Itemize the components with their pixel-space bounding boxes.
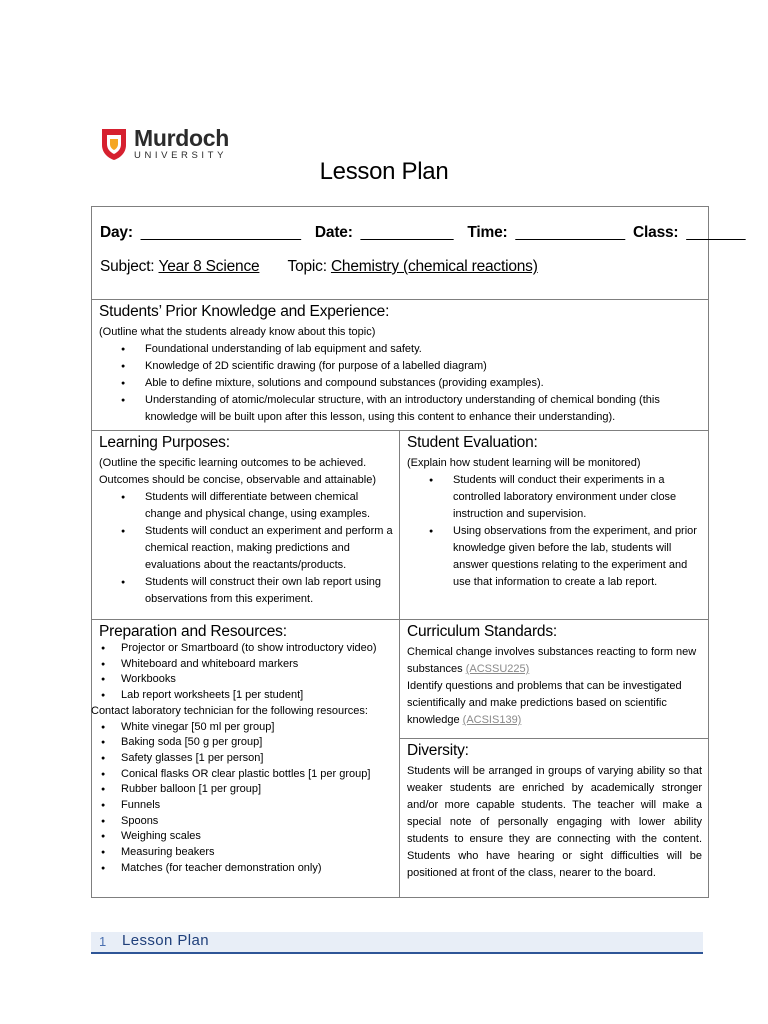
- list-item: ● Foundational understanding of lab equipment and safety.: [145, 341, 702, 358]
- day-blank: ___________________: [140, 224, 301, 241]
- class-blank: _______: [686, 224, 746, 241]
- page-footer: [91, 932, 703, 954]
- time-label: Time:: [467, 224, 508, 241]
- contact-technician-note: Contact laboratory technician for the following resources:: [91, 704, 368, 717]
- list-item: ● Students will conduct their experiments in a controlled laboratory environment under close instruction and supervision.: [453, 472, 702, 523]
- list-item: ● Rubber balloon [1 per group]: [121, 782, 393, 798]
- list-item: ● Whiteboard and whiteboard markers: [121, 657, 393, 673]
- subject-label: Subject:: [100, 258, 155, 275]
- list-item: ● Safety glasses [1 per person]: [121, 751, 393, 767]
- preparation-title: Preparation and Resources:: [99, 623, 287, 640]
- list-item: ● Funnels: [121, 798, 393, 814]
- list-item: ● Conical flasks OR clear plastic bottles [1 per group]: [121, 767, 393, 783]
- logo-name: Murdoch: [134, 125, 229, 151]
- footer-label: Lesson Plan: [122, 932, 209, 949]
- list-item: ● Understanding of atomic/molecular structure, with an introductory understanding of chemical bonding (this knowledge will be built upon after this lesson, using this content to enhance their understanding).: [145, 392, 702, 426]
- list-item: ● Using observations from the experiment, and prior knowledge given before the lab, students will answer questions relating to the experiment and use that information to create a lab report.: [453, 523, 702, 591]
- header-cell: [92, 207, 746, 300]
- curriculum-text-2: Identify questions and problems that can be investigated scientifically and make predictions based on scientific knowledge: [407, 680, 682, 726]
- student-evaluation-cell: [400, 431, 709, 620]
- list-item: ● Measuring beakers: [121, 845, 393, 861]
- document-title: Lesson Plan: [319, 158, 449, 185]
- curriculum-code-link-1[interactable]: (ACSSU225): [465, 663, 530, 675]
- list-item: ● Students will conduct an experiment and perform a chemical reaction, making predictions and evaluations about the reactants/products.: [145, 523, 393, 574]
- curriculum-text-1: Chemical change involves substances reacting to form new substances: [407, 646, 697, 675]
- date-label: Date:: [314, 224, 353, 241]
- list-item: ● Knowledge of 2D scientific drawing (for purpose of a labelled diagram): [145, 358, 702, 375]
- list-item: ● Weighing scales: [121, 829, 393, 845]
- logo-subtitle: UNIVERSITY: [134, 150, 228, 161]
- list-item: ● Projector or Smartboard (to show introductory video): [121, 641, 393, 657]
- time-blank: _____________: [515, 224, 625, 241]
- student-evaluation-note: (Explain how student learning will be monitored): [407, 457, 641, 469]
- crest-icon: [100, 127, 128, 161]
- curriculum-cell: [400, 620, 709, 739]
- diversity-cell: [400, 739, 709, 898]
- curriculum-title: Curriculum Standards:: [407, 623, 557, 640]
- topic-label: Topic:: [287, 258, 327, 275]
- learning-purposes-cell: [92, 431, 400, 620]
- list-item: ● Spoons: [121, 814, 393, 830]
- preparation-cell: [92, 620, 400, 898]
- list-item: ● White vinegar [50 ml per group]: [121, 720, 393, 736]
- class-label: Class:: [633, 224, 679, 241]
- list-item: ● Lab report worksheets [1 per student]: [121, 688, 393, 704]
- lesson-plan-table: [91, 206, 746, 898]
- list-item: ● Students will construct their own lab report using observations from this experiment.: [145, 574, 393, 608]
- day-label: Day:: [100, 224, 133, 241]
- list-item: ● Matches (for teacher demonstration only): [121, 861, 393, 877]
- list-item: ● Students will differentiate between chemical change and physical change, using examples.: [145, 489, 393, 523]
- list-item: ● Able to define mixture, solutions and compound substances (providing examples).: [145, 375, 702, 392]
- prior-knowledge-title: Students’ Prior Knowledge and Experience:: [99, 303, 390, 320]
- topic-value: Chemistry (chemical reactions): [330, 258, 538, 275]
- diversity-text: Students will be arranged in groups of varying ability so that weaker students are enriched by academically stronger and/or more capable students. The teacher will make a special note of personally engaging with lower ability students to ensure they are connecting with the content. Students who have hearing or sight difficulties will be positioned at front of the class, nearer to the board.: [407, 765, 703, 879]
- curriculum-code-link-2[interactable]: (ACSIS139): [462, 714, 522, 726]
- learning-purposes-note: (Outline the specific learning outcomes to be achieved. Outcomes should be concise, observable and attainable): [99, 457, 377, 486]
- prior-knowledge-cell: [92, 300, 709, 431]
- diversity-title: Diversity:: [407, 742, 469, 759]
- student-evaluation-title: Student Evaluation:: [407, 434, 538, 451]
- subject-value: Year 8 Science: [158, 258, 260, 275]
- date-blank: ___________: [360, 224, 454, 241]
- page-number: 1: [99, 934, 107, 949]
- list-item: ● Workbooks: [121, 672, 393, 688]
- list-item: ● Baking soda [50 g per group]: [121, 735, 393, 751]
- learning-purposes-title: Learning Purposes:: [99, 434, 230, 451]
- prior-knowledge-note: (Outline what the students already know about this topic): [99, 326, 376, 338]
